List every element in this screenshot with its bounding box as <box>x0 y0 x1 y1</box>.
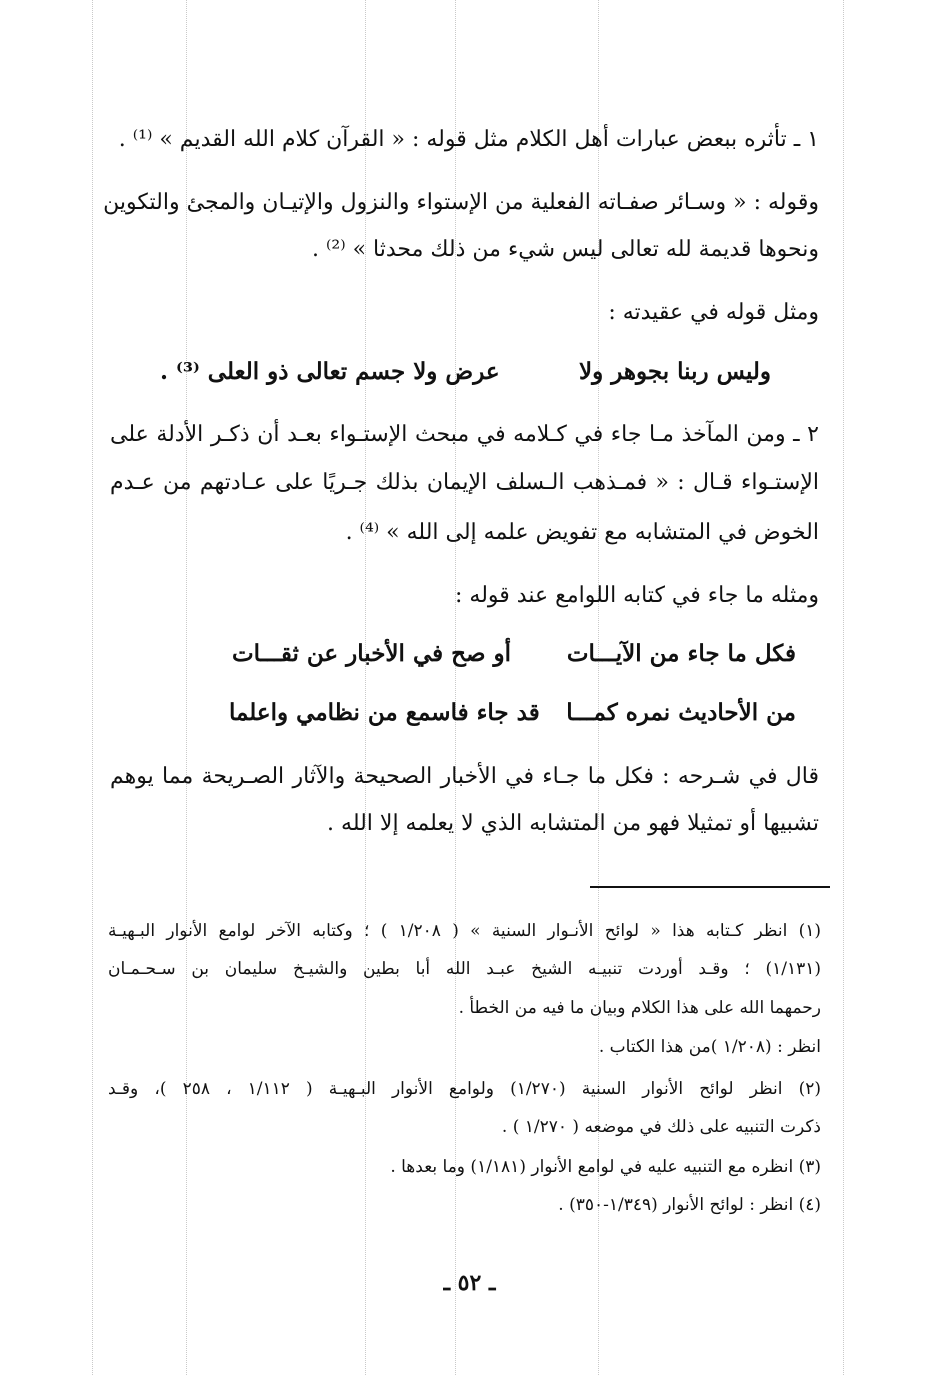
footnote-2-line-2: ذكرت التنبيه على ذلك في موضعه ( ١/٢٧٠ ) . <box>501 1117 821 1137</box>
paragraph-4-line-1: ٢ ـ ومن المآخذ مـا جاء في كـلامه في مبحث الإستـواء بعـد أن ذكـر الأدلة على <box>110 422 819 447</box>
paragraph-6-line-2: تشبيها أو تمثيلا فهو من المتشابه الذي لا يعلمه إلا الله . <box>327 811 819 836</box>
footnote-3: (٣) انظره مع التنبيه عليه في لوامع الأنوار (١/١٨١) وما بعدها . <box>390 1157 821 1177</box>
paragraph-4-line-3: الخوض في المتشابه مع تفويض علمه إلى الله » ⁽⁴⁾ . <box>345 520 819 545</box>
footnote-1-line-1: (١) انظر كـتابه هذا « لوائح الأنـوار السنية » ( ١/٢٠٨ ) ؛ وكتابه الآخر لوامع الأنوار البـهيـة <box>108 921 821 941</box>
scan-artifact-line <box>92 0 93 1375</box>
verse-1-right-hemistich: وليس ربنا بجوهر ولا <box>578 358 771 385</box>
paragraph-2-line-2: ونحوها قديمة لله تعالى ليس شيء من ذلك محدثا » ⁽²⁾ . <box>311 237 819 262</box>
footnote-1-line-3: رحمهما الله على هذا الكلام وبيان ما فيه من الخطأ . <box>458 998 821 1018</box>
paragraph-1: ١ ـ تأثره ببعض عبارات أهل الكلام مثل قوله : « القرآن كلام الله القديم » ⁽¹⁾ . <box>118 127 819 152</box>
paragraph-5: ومثله ما جاء في كتابه اللوامع عند قوله : <box>455 583 819 608</box>
footnote-4: (٤) انظر : لوائح الأنوار (١/٣٤٩-٣٥٠) . <box>558 1195 821 1215</box>
paragraph-4-line-2: الإستـواء قـال : « فمـذهب الـسلف الإيمان بذلك جـريًا على عـادتهم من عـدم <box>110 470 819 495</box>
verse-2-right-hemistich: فكل ما جاء من الآيـــات <box>566 640 796 667</box>
footnote-separator <box>590 886 830 888</box>
page-number: ـ ٥٢ ـ <box>443 1270 496 1296</box>
verse-2-left-hemistich: أو صح في الأخبار عن ثقـــات <box>232 640 511 667</box>
verse-1-left-hemistich: عرض ولا جسم تعالى ذو العلى ⁽³⁾ . <box>160 358 500 385</box>
paragraph-2-line-1: وقوله : « وسـائر صفـاته الفعلية من الإستواء والنزول والإتيـان والمجئ والتكوين <box>103 190 819 215</box>
verse-3-right-hemistich: من الأحاديث نمره كمـــا <box>566 699 796 726</box>
paragraph-6-line-1: قال في شـرحه : فكل ما جـاء في الأخبار الصحيحة والآثار الصـريحة مما يوهم <box>110 764 819 789</box>
footnote-1-line-4: انظر : (١/٢٠٨ )من هذا الكتاب . <box>598 1037 821 1057</box>
scan-artifact-line <box>843 0 844 1375</box>
paragraph-3: ومثل قوله في عقيدته : <box>608 300 819 325</box>
verse-3-left-hemistich: قد جاء فاسمع من نظامي واعلما <box>229 699 540 726</box>
footnote-2-line-1: (٢) انظر لوائح الأنوار السنية (١/٢٧٠) ولوامع الأنوار البـهيـة ( ١/١١٢ ، ٢٥٨ )، وقـد <box>108 1079 821 1099</box>
footnote-1-line-2: (١/١٣١) ؛ وقـد أوردت تنبيـه الشيخ عبـد الله أبا بطين والشيـخ سليمان بن سـحـمـان <box>108 959 821 979</box>
